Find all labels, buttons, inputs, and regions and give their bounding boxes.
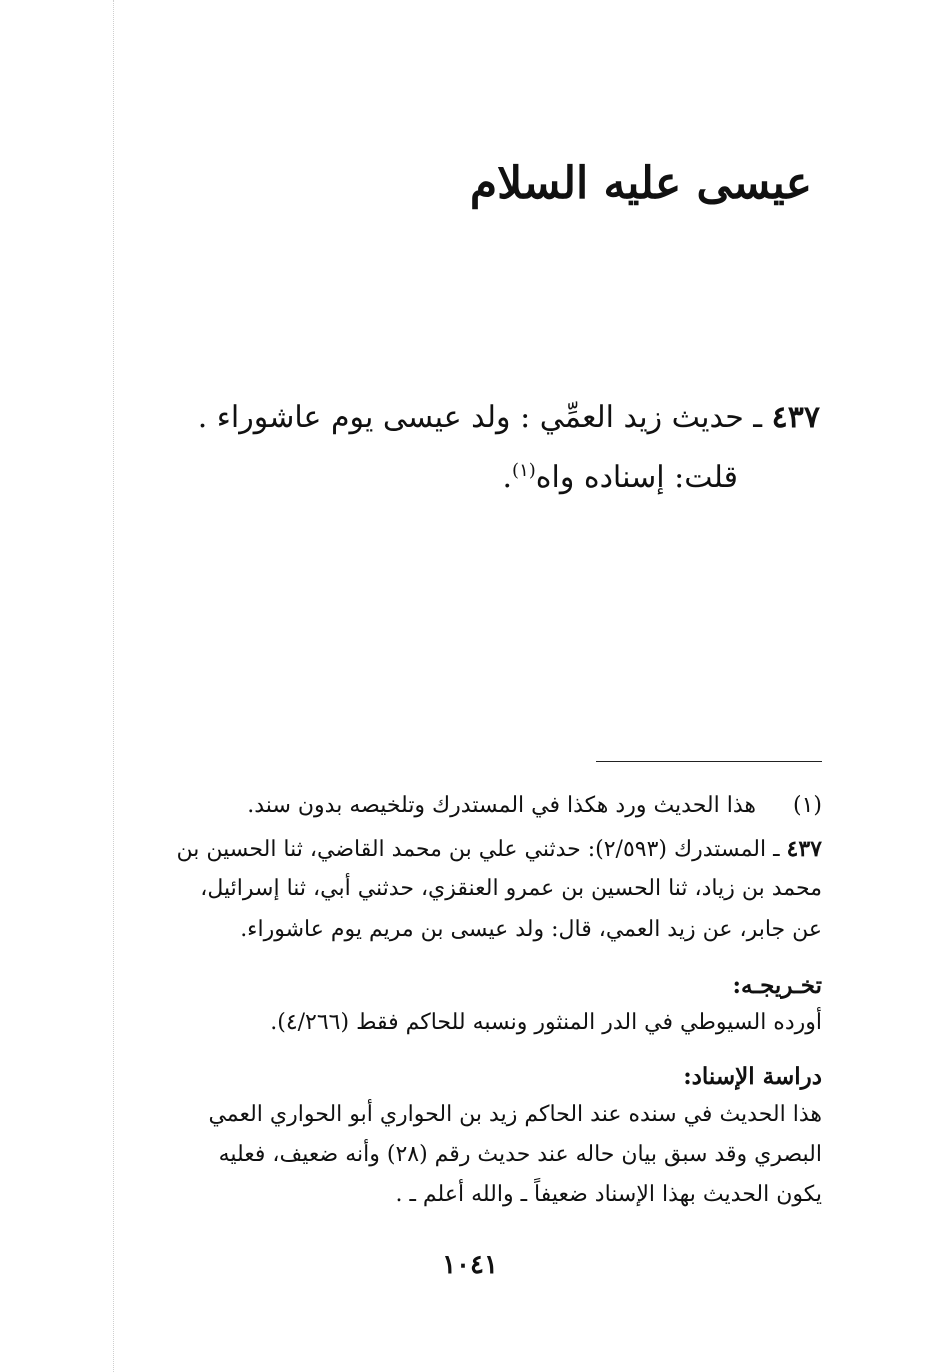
verdict-text: إسناده واه bbox=[535, 460, 665, 495]
takhrij-line-3: عن جابر، عن زيد العمي، قال: ولد عيسى بن مريم يوم عاشوراء. bbox=[240, 917, 822, 942]
verdict-end: . bbox=[502, 460, 513, 495]
chapter-title: عيسى عليه السلام bbox=[469, 158, 812, 209]
footnote-separator bbox=[596, 761, 822, 762]
isnad-line-2: البصري وقد سبق بيان حاله عند حديث رقم (٢٨) وأنه ضعيف، فعليه bbox=[218, 1142, 822, 1167]
isnad-line-1: هذا الحديث في سنده عند الحاكم زيد بن الحواري أبو الحواري العمي bbox=[208, 1102, 822, 1127]
footnote-reference: (١) bbox=[512, 460, 536, 481]
margin-guide bbox=[113, 0, 114, 1372]
takhrij-number: ٤٣٧ bbox=[786, 836, 822, 862]
takhrij-heading: تخـريجـه: bbox=[732, 972, 822, 999]
footnote-marker: (١) bbox=[792, 793, 822, 818]
hadith-entry bbox=[198, 400, 820, 435]
takhrij-line-2: محمد بن زياد، ثنا الحسين بن عمرو العنقزي، حدثني أبي، ثنا إسرائيل، bbox=[200, 876, 822, 901]
hadith-number: ٤٣٧ bbox=[771, 400, 820, 435]
author-verdict bbox=[503, 460, 739, 495]
takhrij-line-1 bbox=[177, 836, 822, 862]
verdict-label: قلت: bbox=[674, 460, 738, 495]
footnote-text: هذا الحديث ورد هكذا في المستدرك وتلخيصه بدون سند. bbox=[247, 793, 756, 818]
isnad-heading: دراسة الإسناد: bbox=[683, 1063, 822, 1090]
takhrij-source: ـ المستدرك (٢/٥٩٣): حدثني علي بن محمد القاضي، ثنا الحسين بن bbox=[176, 837, 780, 862]
footnote-1 bbox=[247, 793, 822, 818]
page-number: ١٠٤١ bbox=[442, 1250, 498, 1280]
isnad-line-3: يكون الحديث بهذا الإسناد ضعيفاً ـ والله أعلم ـ . bbox=[395, 1182, 822, 1207]
hadith-text: ـ حديث زيد العمِّي : ولد عيسى يوم عاشوراء . bbox=[197, 400, 763, 435]
takhrij-text: أورده السيوطي في الدر المنثور ونسبه للحاكم فقط (٤/٢٦٦). bbox=[270, 1010, 822, 1035]
